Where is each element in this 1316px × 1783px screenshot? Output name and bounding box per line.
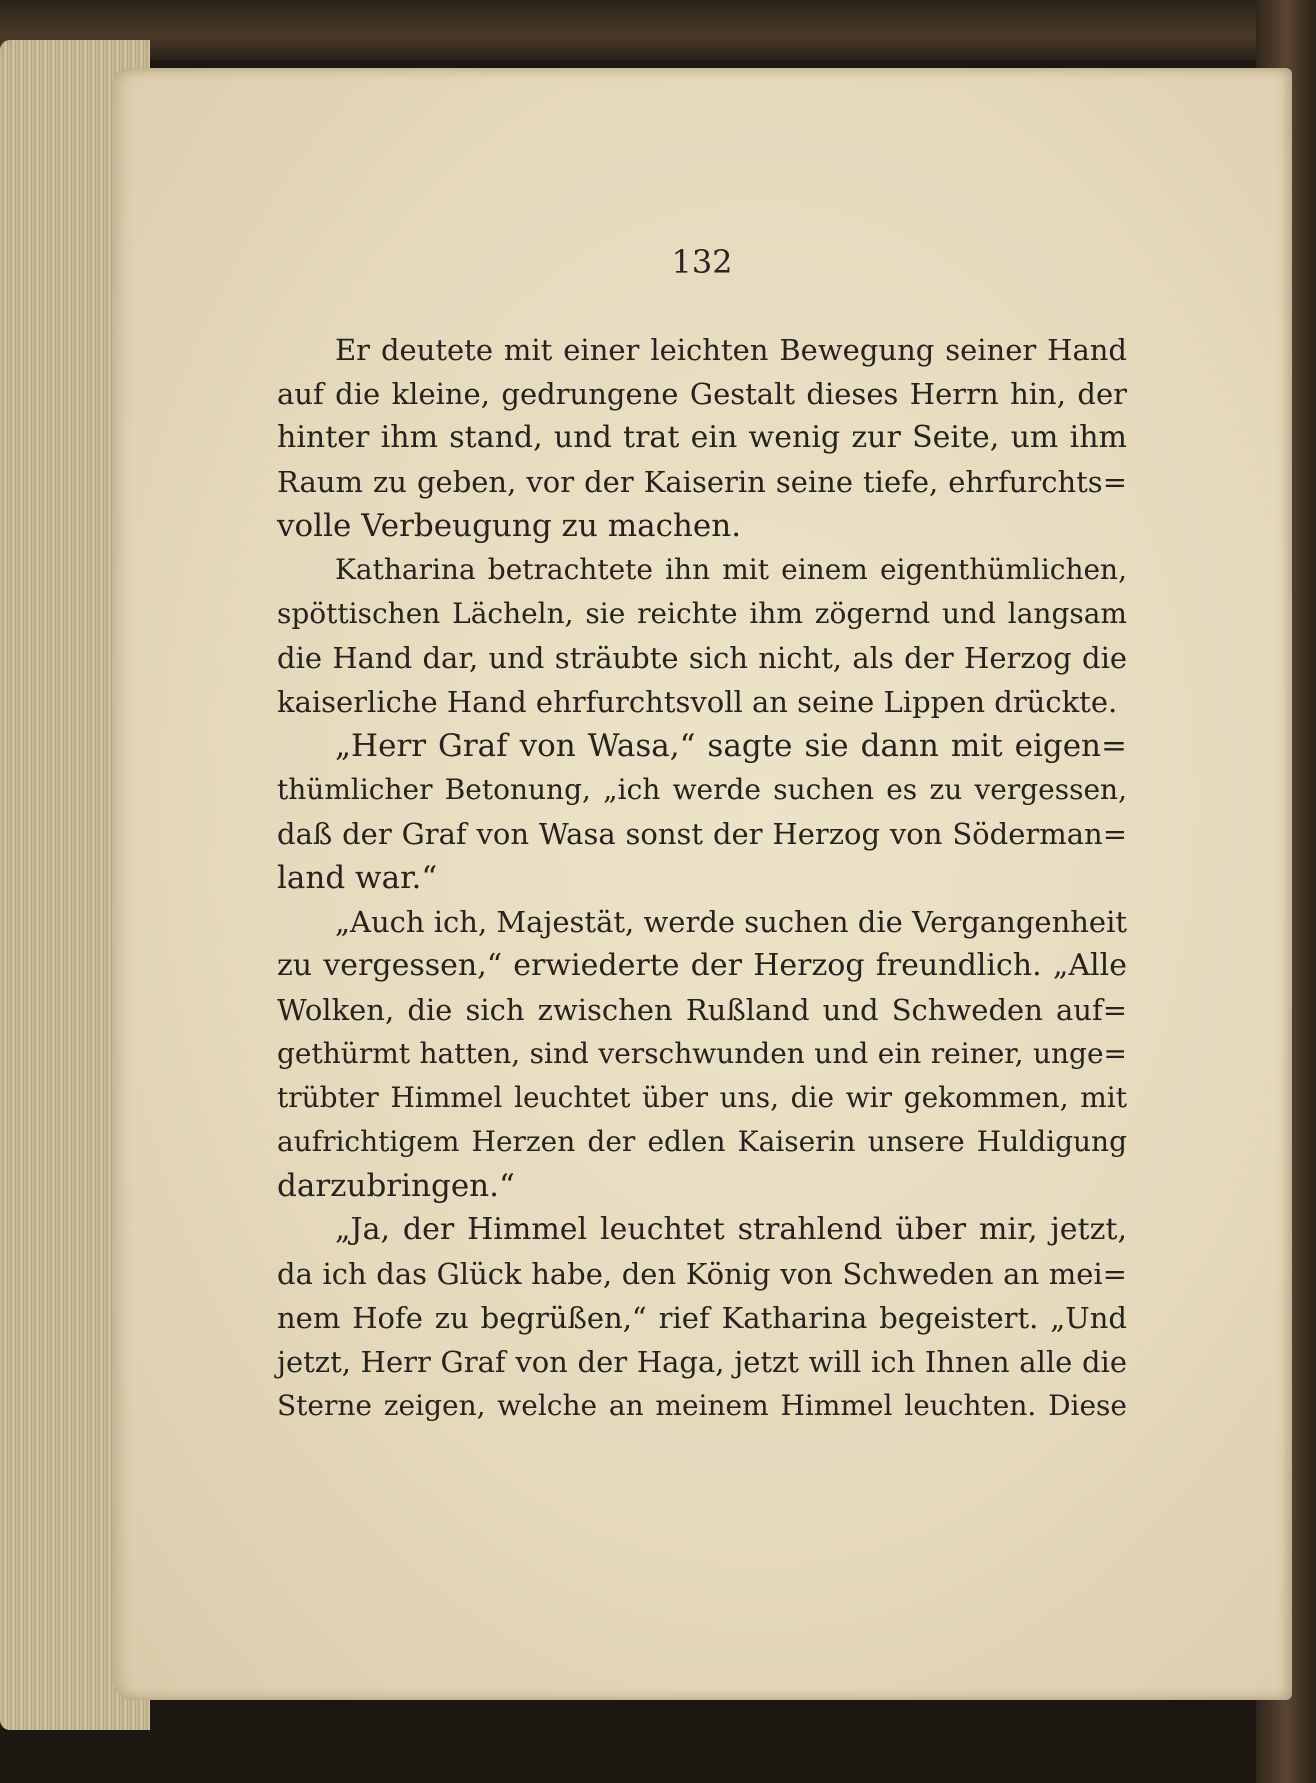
- book-cover-top-edge: [0, 0, 1316, 60]
- text-line: zu vergessen,“ erwiederte der Herzog freundlich. „Alle: [277, 948, 1127, 983]
- text-line: da ich das Glück habe, den König von Schweden an mei=: [277, 1257, 1127, 1291]
- text-line: kaiserliche Hand ehrfurchtsvoll an seine Lippen drückte.: [277, 685, 1118, 719]
- text-line: darzubringen.“: [277, 1168, 515, 1204]
- text-line: trübter Himmel leuchtet über uns, die wir gekommen, mit: [277, 1081, 1127, 1114]
- text-line: die Hand dar, und sträubte sich nicht, als der Herzog die: [277, 641, 1127, 675]
- text-line: volle Verbeugung zu machen.: [277, 508, 742, 544]
- text-line: thümlicher Betonung, „ich werde suchen es zu vergessen,: [277, 773, 1127, 806]
- page-number: 132: [671, 243, 733, 281]
- text-line: auf die kleine, gedrungene Gestalt dieses Herrn hin, der: [277, 377, 1127, 411]
- text-line: gethürmt hatten, sind verschwunden und ein reiner, unge=: [277, 1037, 1127, 1070]
- paragraph: [277, 900, 1127, 1208]
- paragraph: [277, 328, 1127, 548]
- book-page: [112, 68, 1292, 1700]
- paragraph: [277, 548, 1127, 724]
- text-line: „Auch ich, Majestät, werde suchen die Vergangenheit: [335, 905, 1128, 939]
- text-line: Katharina betrachtete ihn mit einem eigenthümlichen,: [335, 553, 1127, 586]
- paragraph: [277, 724, 1127, 900]
- text-line: daß der Graf von Wasa sonst der Herzog von Söderman=: [277, 817, 1127, 851]
- text-line: Er deutete mit einer leichten Bewegung seiner Hand: [335, 333, 1127, 367]
- text-line: aufrichtigem Herzen der edlen Kaiserin unsere Huldigung: [277, 1125, 1127, 1158]
- text-line: Raum zu geben, vor der Kaiserin seine tiefe, ehrfurchts=: [277, 465, 1127, 499]
- body-text: [277, 328, 1127, 1428]
- text-line: „Ja, der Himmel leuchtet strahlend über mir, jetzt,: [335, 1212, 1127, 1247]
- text-line: „Herr Graf von Wasa,“ sagte sie dann mit eigen=: [335, 728, 1127, 764]
- text-line: land war.“: [277, 860, 438, 896]
- text-line: Sterne zeigen, welche an meinem Himmel leuchten. Diese: [277, 1389, 1127, 1422]
- text-line: jetzt, Herr Graf von der Haga, jetzt will ich Ihnen alle die: [277, 1345, 1127, 1379]
- text-line: hinter ihm stand, und trat ein wenig zur Seite, um ihm: [277, 420, 1127, 455]
- text-line: spöttischen Lächeln, sie reichte ihm zögernd und langsam: [277, 597, 1127, 630]
- text-line: Wolken, die sich zwischen Rußland und Schweden auf=: [277, 993, 1127, 1027]
- text-line: nem Hofe zu begrüßen,“ rief Katharina begeistert. „Und: [277, 1301, 1127, 1335]
- paragraph: [277, 1208, 1127, 1428]
